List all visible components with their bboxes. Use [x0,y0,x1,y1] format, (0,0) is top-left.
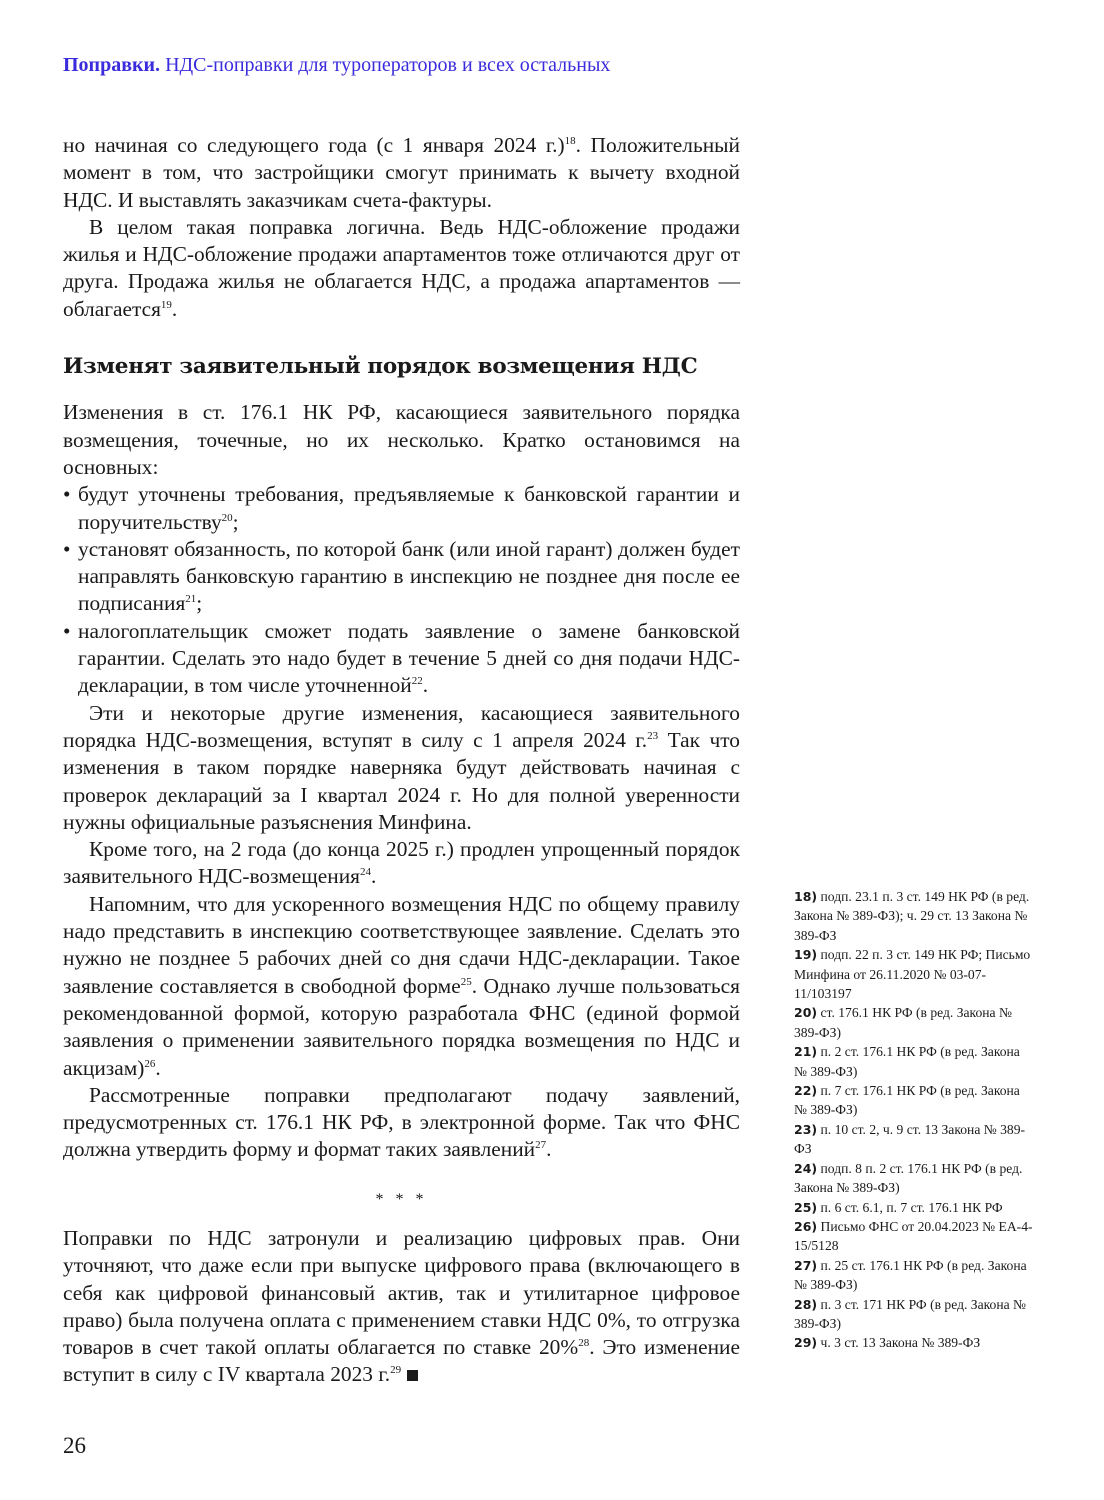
footnote-text: подп. 8 п. 2 ст. 176.1 НК РФ (в ред. Закона № 389-ФЗ) [794,1160,1023,1196]
footnote-text: подп. 22 п. 3 ст. 149 НК РФ; Письмо Минфина от 26.11.2020 № 03-07-11/103197 [794,947,1031,1002]
list-item-text: налогоплательщик сможет подать заявление о замене банковской гарантии. Сделать это надо будет в течение 5 дней со дня подачи НДС-декларации, в том числе уточненной [78,618,740,698]
footnote-text: п. 25 ст. 176.1 НК РФ (в ред. Закона № 389-ФЗ) [794,1257,1027,1293]
running-head [63,54,610,77]
footnote-ref[interactable]: 28 [578,1337,590,1350]
footnote-number: 23) [794,1121,818,1137]
paragraph-text: В целом такая поправка логична. Ведь НДС-обложение продажи жилья и НДС-обложение продажи апартаментов тоже отличаются друг от друга. Продажа жилья не облагается НДС, а продажа апартаментов — облагается [63,214,740,321]
footnote [794,1159,1034,1198]
paragraph-text: . [370,864,377,889]
article-body [63,132,740,1389]
list-item [63,536,740,618]
paragraph-text: Эти и некоторые другие изменения, касающиеся заявительного порядка НДС-возмещения, вступят в силу с 1 апреля 2024 г. [63,700,740,752]
footnote-text: ч. 3 ст. 13 Закона № 389-ФЗ [820,1335,981,1351]
footnote [794,1333,1034,1352]
punctuation: ; [196,591,203,616]
footnote-ref[interactable]: 29 [390,1364,402,1377]
paragraph-text: Напомним, что для ускоренного возмещения НДС по общему правилу надо представить в инспекцию соответствующее заявление. Сделать это нужно не позднее 5 рабочих дней со дня сдачи НДС-декларации. Такое заявление составляется в свободной форме [63,891,740,998]
footnote-text: Письмо ФНС от 20.04.2023 № ЕА-4-15/5128 [794,1218,1033,1254]
paragraph [63,214,740,323]
paragraph-text: . Это изменение вступит в силу с IV квартала 2023 г. [63,1335,740,1387]
footnote-ref[interactable]: 25 [460,975,472,988]
punctuation: ; [232,509,239,534]
paragraph-text: . [171,296,178,321]
punctuation: . [422,673,429,698]
footnote-text: ст. 176.1 НК РФ (в ред. Закона № 389-ФЗ) [794,1005,1012,1040]
footnote-text: п. 7 ст. 176.1 НК РФ (в ред. Закона № 389-ФЗ) [794,1083,1020,1118]
footnote-number: 27) [794,1257,818,1273]
footnote-number: 19) [794,947,818,963]
bullet-list [63,481,740,699]
footnote-number: 28) [794,1296,818,1312]
footnote-text: п. 10 ст. 2, ч. 9 ст. 13 Закона № 389-ФЗ [794,1121,1026,1157]
paragraph-text: Так что изменения в таком порядке наверняка будут действовать начиная с проверок деклараций за I квартал 2024 г. Но для полной уверенности нужны официальные разъяснения Минфина. [63,727,740,834]
footnote [794,1081,1034,1120]
footnote [794,1198,1034,1217]
footnotes [794,887,1034,1353]
footnote-ref[interactable]: 23 [647,729,659,742]
footnote [794,1217,1034,1256]
footnote-text: подп. 23.1 п. 3 ст. 149 НК РФ (в ред. Закона № 389-ФЗ); ч. 29 ст. 13 Закона № 389-ФЗ [794,889,1030,943]
footnote [794,1003,1034,1042]
footnote-ref[interactable]: 27 [535,1139,547,1152]
footnote [794,1295,1034,1334]
paragraph-text: . Положительный момент в том, что застройщики смогут принимать к вычету входной НДС. И выставлять заказчикам счета-фактуры. [63,133,740,212]
paragraph [63,1082,740,1164]
footnote-number: 21) [794,1044,818,1060]
paragraph [63,1225,740,1389]
paragraph-text: Рассмотренные поправки предполагают подачу заявлений, предусмотренных ст. 176.1 НК РФ, в электронной форме. Так что ФНС должна утвердить форму и формат таких заявлений [63,1082,740,1162]
footnote-number: 26) [794,1218,818,1234]
running-head-title: НДС-поправки для туроператоров и всех остальных [165,54,611,76]
list-item-text: будут уточнены требования, предъявляемые к банковской гарантии и поручительству [78,482,740,534]
paragraph-text: . [155,1055,161,1080]
footnote-ref[interactable]: 18 [564,135,576,147]
section-separator: * * * [375,1190,428,1208]
paragraph-text: . [546,1137,552,1162]
paragraph [63,132,740,214]
footnote-ref[interactable]: 26 [144,1057,156,1070]
running-head-section: Поправки. [63,54,161,76]
paragraph: Изменения в ст. 176.1 НК РФ, касающиеся заявительного порядка возмещения, точечные, но их несколько. Кратко остановимся на основных: [63,400,740,479]
footnote-number: 29) [794,1335,818,1351]
page-number: 26 [63,1433,86,1458]
section-heading: Изменят заявительный порядок возмещения НДС [63,354,698,380]
paragraph [63,891,740,1082]
paragraph-text: Поправки по НДС затронули и реализацию цифровых прав. Они уточняют, что даже если при выпуске цифрового права (включающего в себя как цифровой финансовый актив, так и утилитарное цифровое право) была получена оплата с применением ставки НДС 0%, то отгрузка товаров в счет такой оплаты облагается по ставке 20% [63,1225,740,1360]
list-item [63,618,740,700]
footnote [794,887,1034,945]
footnote-number: 22) [794,1083,818,1099]
footnote-number: 25) [794,1199,818,1215]
end-of-article-mark [407,1370,418,1381]
footnote [794,1256,1034,1295]
footnote-text: п. 3 ст. 171 НК РФ (в ред. Закона № 389-ФЗ) [794,1296,1027,1331]
paragraph [63,700,740,836]
list-item-text: установят обязанность, по которой банк (или иной гарант) должен будет направлять банковскую гарантию в инспекцию не позднее дня после ее подписания [78,536,740,616]
footnote-ref[interactable]: 24 [359,866,371,879]
footnote-text: п. 2 ст. 176.1 НК РФ (в ред. Закона № 389-ФЗ) [794,1044,1020,1079]
paragraph-text: Кроме того, на 2 года (до конца 2025 г.) продлен упрощенный порядок заявительного НДС-возмещения [63,837,740,889]
footnote [794,1120,1034,1159]
footnote-ref[interactable]: 19 [160,298,172,311]
paragraph-text: но начиная со следующего года (с 1 января 2024 г.) [63,133,565,157]
footnote [794,945,1034,1003]
footnote-ref[interactable]: 22 [411,675,423,688]
footnote-ref[interactable]: 20 [221,511,233,524]
footnote-number: 20) [794,1005,818,1021]
paragraph-text: . Однако лучше пользоваться рекомендованной формой, которую разработала ФНС (единой формой заявления о применении заявительного порядка возмещения по НДС и акцизам) [63,973,740,1080]
list-item [63,481,740,536]
footnote-text: п. 6 ст. 6.1, п. 7 ст. 176.1 НК РФ [820,1199,1003,1215]
footnote-ref[interactable]: 21 [185,593,197,606]
footnote-number: 18) [794,889,818,904]
footnote [794,1042,1034,1081]
paragraph [63,836,740,891]
footnote-number: 24) [794,1160,818,1176]
